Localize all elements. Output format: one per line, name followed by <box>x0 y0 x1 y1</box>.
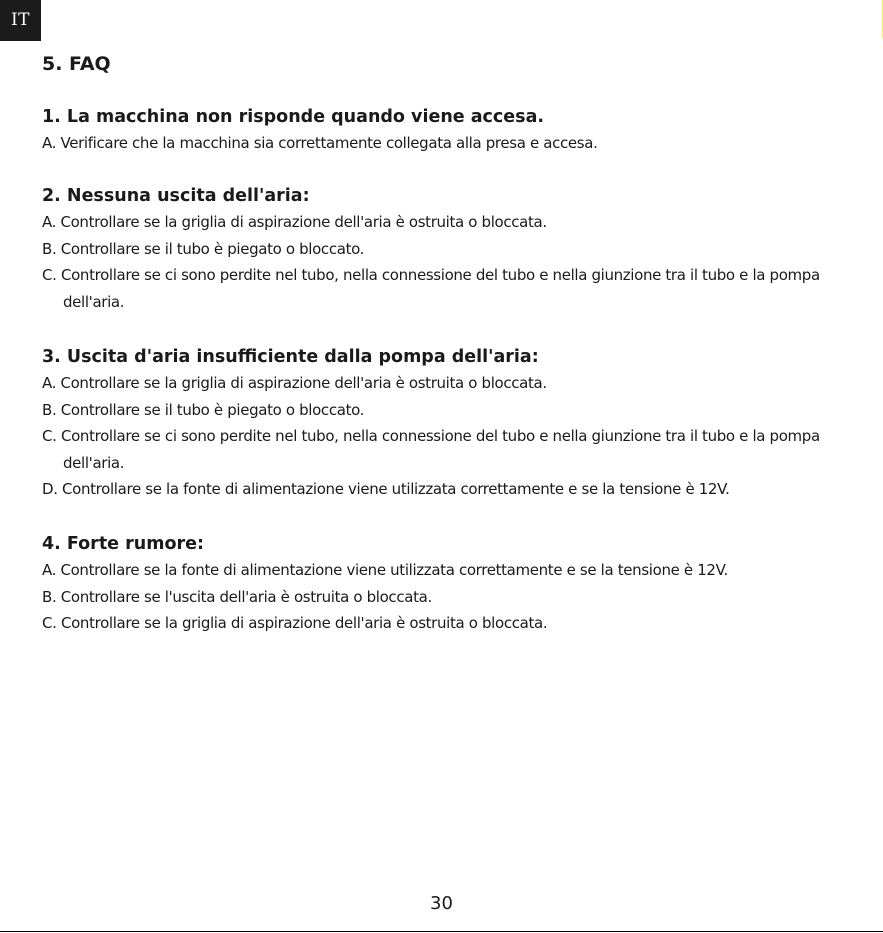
faq-answers-3 <box>42 370 857 503</box>
faq-answer: C. Controllare se ci sono perdite nel tubo, nella connessione del tubo e nella giunzione tra il tubo e la pompa dell'aria. <box>42 266 820 311</box>
faq-answers-4 <box>42 557 857 637</box>
faq-answer: B. Controllare se il tubo è piegato o bloccato. <box>42 400 365 419</box>
faq-question-3: 3. Uscita d'aria insufficiente dalla pompa dell'aria: <box>42 347 539 367</box>
faq-content <box>42 50 857 632</box>
faq-question-4: 4. Forte rumore: <box>42 534 204 554</box>
faq-item-1 <box>42 104 857 157</box>
language-tab: IT <box>0 0 41 41</box>
faq-answer: C. Controllare se ci sono perdite nel tubo, nella connessione del tubo e nella giunzione tra il tubo e la pompa dell'aria. <box>42 427 820 472</box>
faq-item-3 <box>42 344 857 503</box>
faq-answer: A. Controllare se la griglia di aspirazione dell'aria è ostruita o bloccata. <box>42 374 547 392</box>
faq-answers-2 <box>42 209 857 315</box>
faq-answer: B. Controllare se il tubo è piegato o bloccato. <box>42 239 365 258</box>
section-title: 5. FAQ <box>42 53 111 75</box>
faq-answer: C. Controllare se la griglia di aspirazione dell'aria è ostruita o bloccata. <box>42 614 548 632</box>
faq-item-2 <box>42 183 857 315</box>
faq-answer: A. Controllare se la fonte di alimentazione viene utilizzata correttamente e se la tensione è 12V. <box>42 561 728 579</box>
faq-question-1: 1. La macchina non risponde quando viene accesa. <box>42 107 545 127</box>
faq-answers-1 <box>42 130 857 157</box>
faq-answer: A. Verificare che la macchina sia correttamente collegata alla presa e accesa. <box>42 134 598 152</box>
page-number: 30 <box>430 893 453 914</box>
bottom-divider <box>0 931 883 932</box>
faq-answer: A. Controllare se la griglia di aspirazione dell'aria è ostruita o bloccata. <box>42 213 547 231</box>
faq-answer: D. Controllare se la fonte di alimentazione viene utilizzata correttamente e se la tensione è 12V. <box>42 480 730 498</box>
faq-question-2: 2. Nessuna uscita dell'aria: <box>42 186 310 206</box>
faq-answer: B. Controllare se l'uscita dell'aria è ostruita o bloccata. <box>42 587 432 606</box>
faq-item-4 <box>42 531 857 637</box>
